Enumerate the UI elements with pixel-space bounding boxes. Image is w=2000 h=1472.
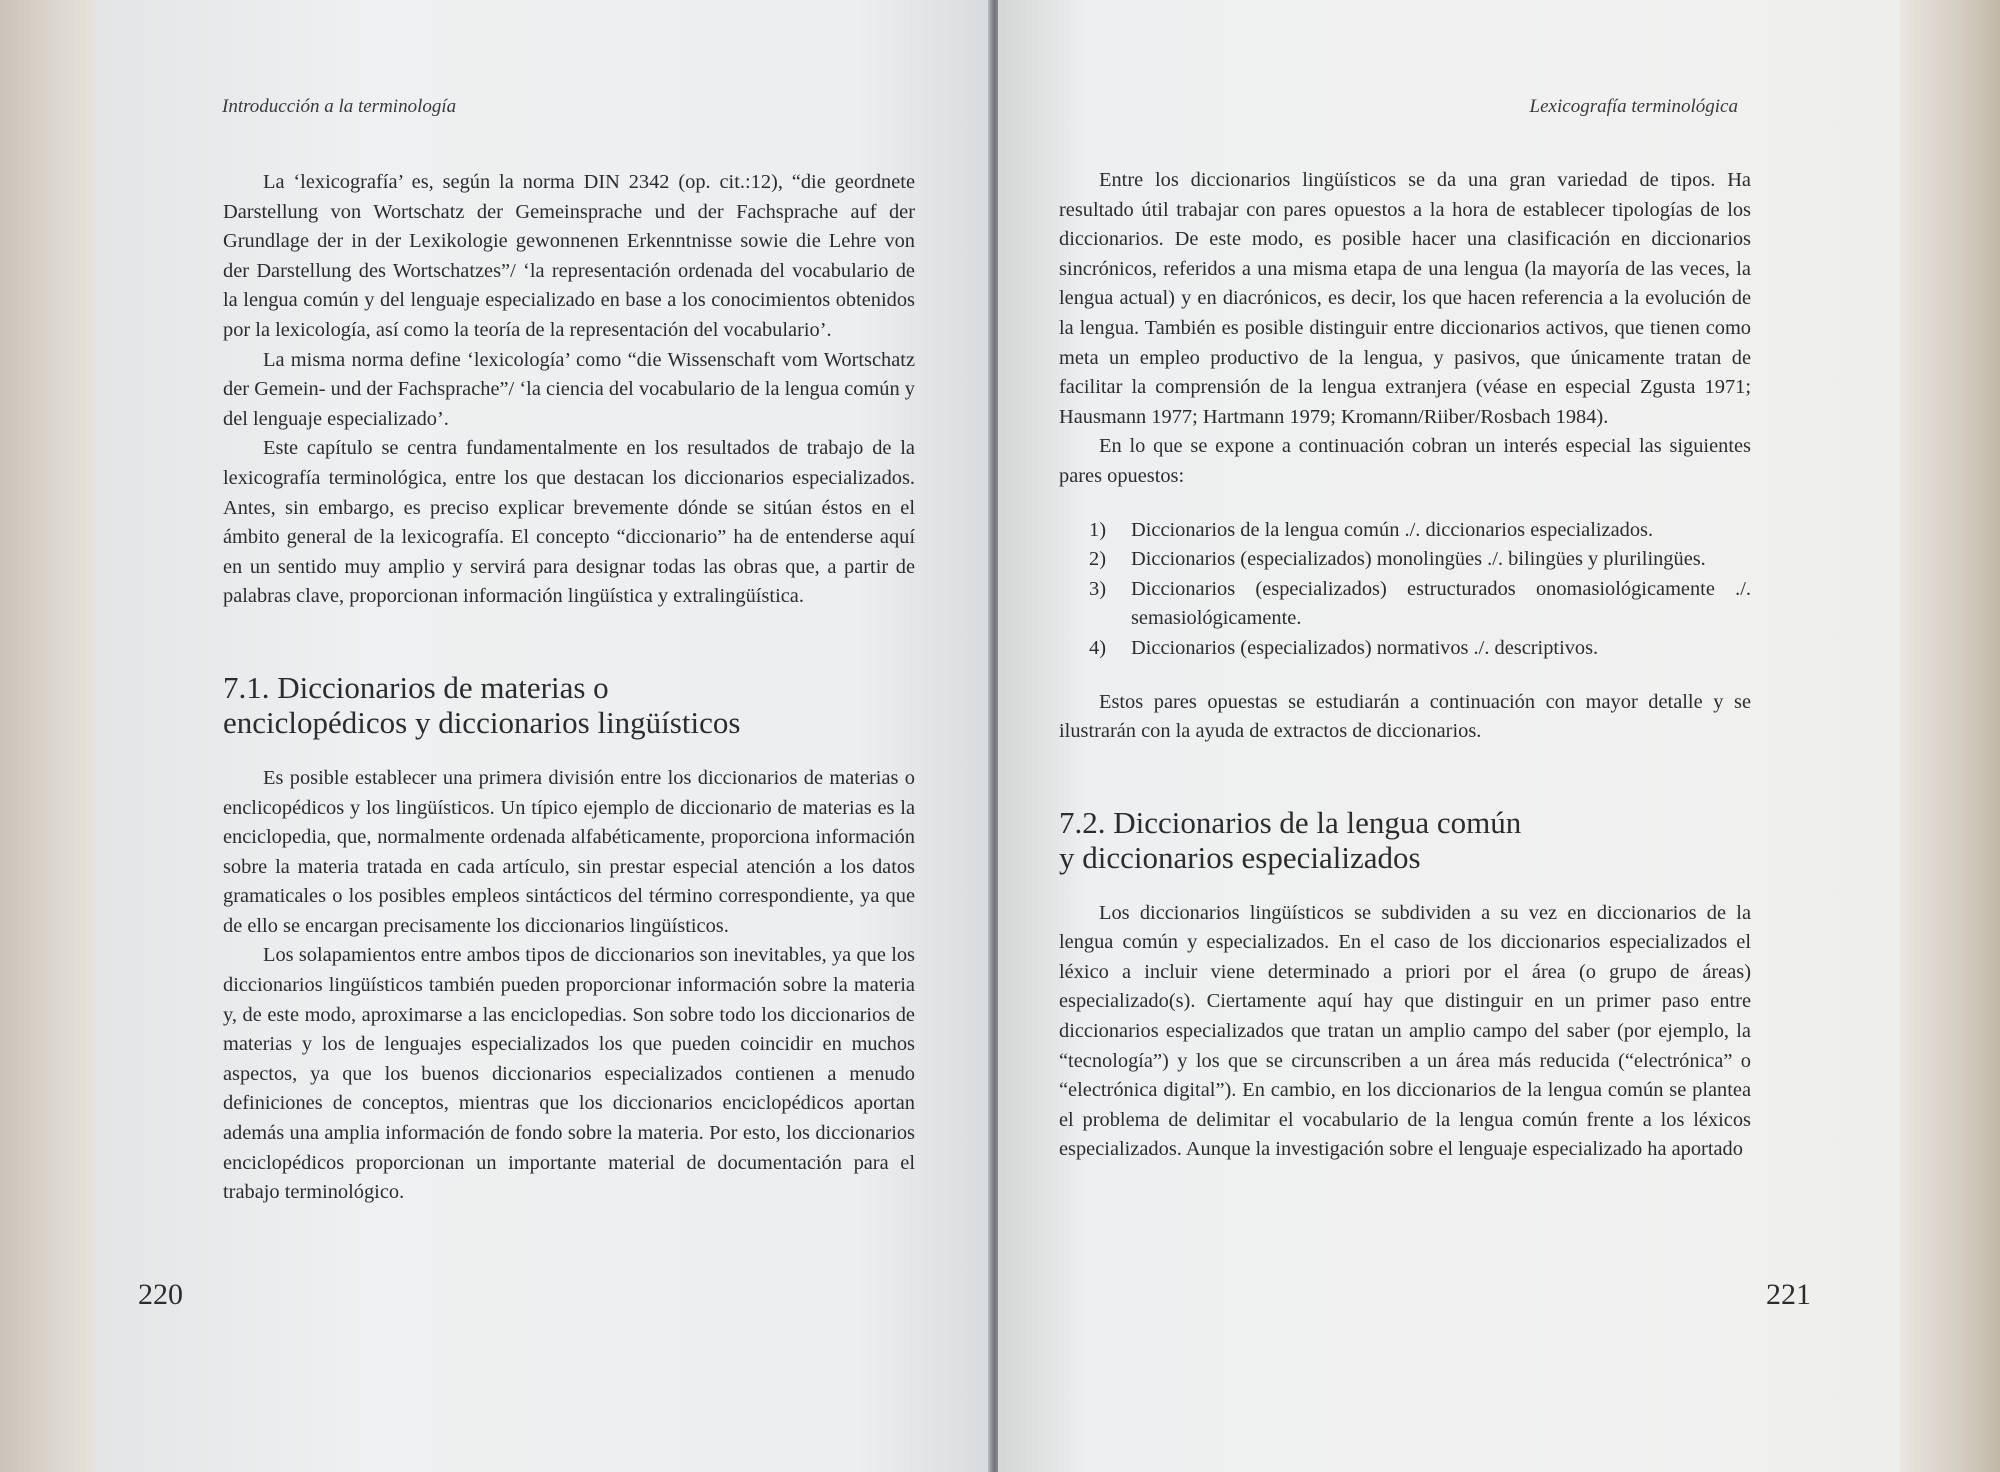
list-number: 4) — [1089, 636, 1106, 659]
heading-line: y diccionarios especializados — [1059, 839, 1421, 875]
pairs-list — [1059, 516, 1751, 664]
right-page-body — [1059, 166, 1751, 1165]
left-page-body — [223, 168, 915, 1208]
list-number: 3) — [1089, 577, 1106, 600]
list-item — [1059, 575, 1751, 634]
paragraph: Entre los diccionarios lingüísticos se da una gran variedad de tipos. Ha resultado útil trabajar con pares opuestos a la hora de establecer tipologías de los diccionarios. De este modo, es posible hacer una clasificación en diccionarios sincrónicos, referidos a una misma etapa de una lengua (la mayoría de las veces, la lengua actual) y en diacrónicos, es decir, los que hacen referencia a la evolución de la lengua. También es posible distinguir entre diccionarios activos, que tienen como meta un empleo productivo de la lengua, y pasivos, que únicamente tratan de facilitar la comprensión de la lengua extranjera (véase en especial Zgusta 1971; Hausmann 1977; Hartmann 1979; Kromann/Riiber/Rosbach 1984). — [1059, 169, 1751, 428]
list-item — [1059, 545, 1751, 575]
paragraph: La ‘lexicografía’ es, según la norma DIN 2342 (op. cit.:12), “die geordnete Darstellung von Wortschatz der Gemeinsprache und der Fachsprache auf der Grundlage der in der Lexikologie gewonnenen Erkenntnisse sowie die Lehre von der Darstellung des Wortschatzes”/ ‘la representación ordenada del vocabulario de la lengua común y del lenguaje especializado en base a los conocimientos obtenidos por la lexicología, así como la teoría de la representación del vocabulario’. — [223, 171, 915, 341]
paragraph: Estos pares opuestas se estudiarán a continuación con mayor detalle y se ilustrarán con la ayuda de extractos de diccionarios. — [1059, 690, 1751, 743]
list-item — [1059, 516, 1751, 546]
section-heading-7-2 — [1059, 805, 1751, 875]
page-edges-left — [0, 0, 96, 1472]
paragraph: En lo que se expone a continuación cobran un interés especial las siguientes pares opuestos: — [1059, 435, 1751, 487]
list-text: Diccionarios (especializados) estructurados onomasiológicamente ./. semasiológicamente. — [1131, 577, 1751, 630]
heading-line: 7.2. Diccionarios de la lengua común — [1059, 804, 1522, 840]
list-number: 1) — [1089, 518, 1106, 541]
section-heading-7-1 — [223, 670, 915, 740]
paragraph: Este capítulo se centra fundamentalmente en los resultados de trabajo de la lexicografía terminológica, entre los que destacan los diccionarios especializados. Antes, sin embargo, es preciso explicar brevemente dónde se sitúan éstos en el ámbito general de la lexicografía. El concepto “diccionario” ha de entenderse aquí en un sentido muy amplio y servirá para designar todas las obras que, a partir de palabras clave, proporcionan información lingüística y extralingüística. — [223, 437, 915, 608]
list-item — [1059, 634, 1751, 664]
list-number: 2) — [1089, 548, 1106, 571]
list-text: Diccionarios (especializados) monolingües ./. bilingües y plurilingües. — [1131, 548, 1706, 571]
heading-line: enciclopédicos y diccionarios lingüísticos — [223, 704, 741, 740]
paragraph: La misma norma define ‘lexicología’ como “die Wissenschaft vom Wortschatz der Gemein- und der Fachsprache”/ ‘la ciencia del vocabulario de la lengua común y del lenguaje especializado’. — [223, 348, 915, 430]
page-edges-right — [1900, 0, 2000, 1472]
list-text: Diccionarios de la lengua común ./. diccionarios especializados. — [1131, 518, 1654, 541]
running-head-right: Lexicografía terminológica — [1529, 96, 1738, 117]
list-text: Diccionarios (especializados) normativos ./. descriptivos. — [1131, 636, 1599, 659]
paragraph: Es posible establecer una primera división entre los diccionarios de materias o enclicopédicos y los lingüísticos. Un típico ejemplo de diccionario de materias es la enciclopedia, que, normalmente ordenada alfabéticamente, proporciona información sobre la materia tratada en cada artículo, sin prestar especial atención a los datos gramaticales o los posibles empleos sintácticos del término correspondiente, ya que de ello se encargan precisamente los diccionarios lingüísticos. — [223, 766, 915, 937]
page-number-left: 220 — [138, 1278, 183, 1311]
running-head-left: Introducción a la terminología — [222, 96, 457, 117]
page-number-right: 221 — [1766, 1278, 1811, 1311]
right-page — [998, 0, 1900, 1472]
left-page — [96, 0, 992, 1472]
heading-line: 7.1. Diccionarios de materias o — [223, 669, 609, 705]
paragraph: Los diccionarios lingüísticos se subdividen a su vez en diccionarios de la lengua común y especializados. En el caso de los diccionarios especializados el léxico a incluir viene determinado a priori por el área (o grupo de áreas) especializado(s). Ciertamente aquí hay que distinguir en un primer paso entre diccionarios especializados que tratan un amplio campo del saber (por ejemplo, la “tecnología”) y los que se circunscriben a un área más reducida (“electrónica” o “electrónica digital”). En cambio, en los diccionarios de la lengua común se plantea el problema de delimitar el vocabulario de la lengua común frente a los léxicos especializados. Aunque la investigación sobre el lenguaje especializado ha aportado — [1059, 901, 1751, 1161]
paragraph: Los solapamientos entre ambos tipos de diccionarios son inevitables, ya que los diccionarios lingüísticos también pueden proporcionar información sobre la materia y, de este modo, aproximarse a las enciclopedias. Son sobre todo los diccionarios de materias y los de lenguajes especializados los que pueden coincidir en muchos aspectos, ya que los buenos diccionarios especializados contienen a menudo definiciones de conceptos, mientras que los diccionarios enciclopédicos aportan además una amplia información de fondo sobre la materia. Por esto, los diccionarios enciclopédicos proporcionan un importante material de documentación para el trabajo terminológico. — [223, 944, 915, 1204]
